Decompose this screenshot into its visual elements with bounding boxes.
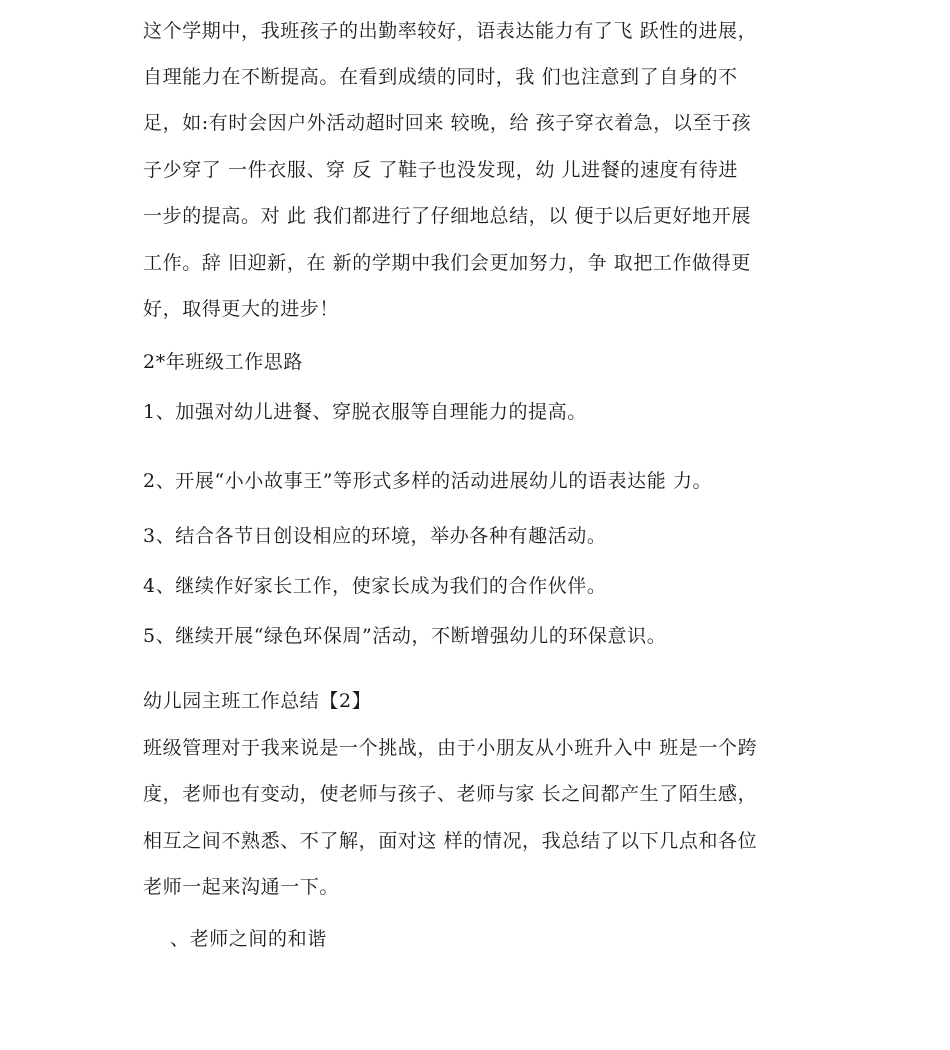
work-plan-item: 5、继续开展“绿色环保周”活动，不断增强幼儿的环保意识。 [143,625,667,647]
paragraph-line: 班级管理对于我来说是一个挑战，由于小朋友从小班升入中 班是一个跨 [143,737,758,759]
sub-heading: 、老师之间的和谐 [170,928,327,950]
paragraph-line: 工作。辞 旧迎新，在 新的学期中我们会更加努力，争 取把工作做得更 [143,252,751,274]
work-plan-heading: 2*年班级工作思路 [143,351,303,373]
paragraph-line: 老师一起来沟通一下。 [143,876,340,898]
paragraph-line: 这个学期中，我班孩子的出勤率较好，语表达能力有了飞 跃性的进展， [143,20,758,42]
paragraph-line: 一步的提高。对 此 我们都进行了仔细地总结，以 便于以后更好地开展 [143,205,751,227]
paragraph-line: 好，取得更大的进步！ [143,298,340,320]
work-plan-item: 2、开展“小小故事王”等形式多样的活动进展幼儿的语表达能 力。 [143,470,713,492]
paragraph-line: 子少穿了 一件衣服、穿 反 了鞋子也没发现，幼 儿进餐的速度有待进 [143,159,738,181]
work-plan-item: 4、继续作好家长工作，使家长成为我们的合作伙伴。 [143,575,607,597]
work-plan-item: 1、加强对幼儿进餐、穿脱衣服等自理能力的提高。 [143,401,587,423]
paragraph-line: 相互之间不熟悉、不了解，面对这 样的情况，我总结了以下几点和各位 [143,830,758,852]
paragraph-line: 自理能力在不断提高。在看到成绩的同时，我 们也注意到了自身的不 [143,66,738,88]
section-title: 幼儿园主班工作总结【2】 [143,690,372,712]
work-plan-item: 3、结合各节日创设相应的环境，举办各种有趣活动。 [143,525,607,547]
paragraph-line: 足，如:有时会因户外活动超时回来 较晚，给 孩子穿衣着急，以至于孩 [143,112,752,134]
paragraph-line: 度，老师也有变动，使老师与孩子、老师与家 长之间都产生了陌生感， [143,783,758,805]
